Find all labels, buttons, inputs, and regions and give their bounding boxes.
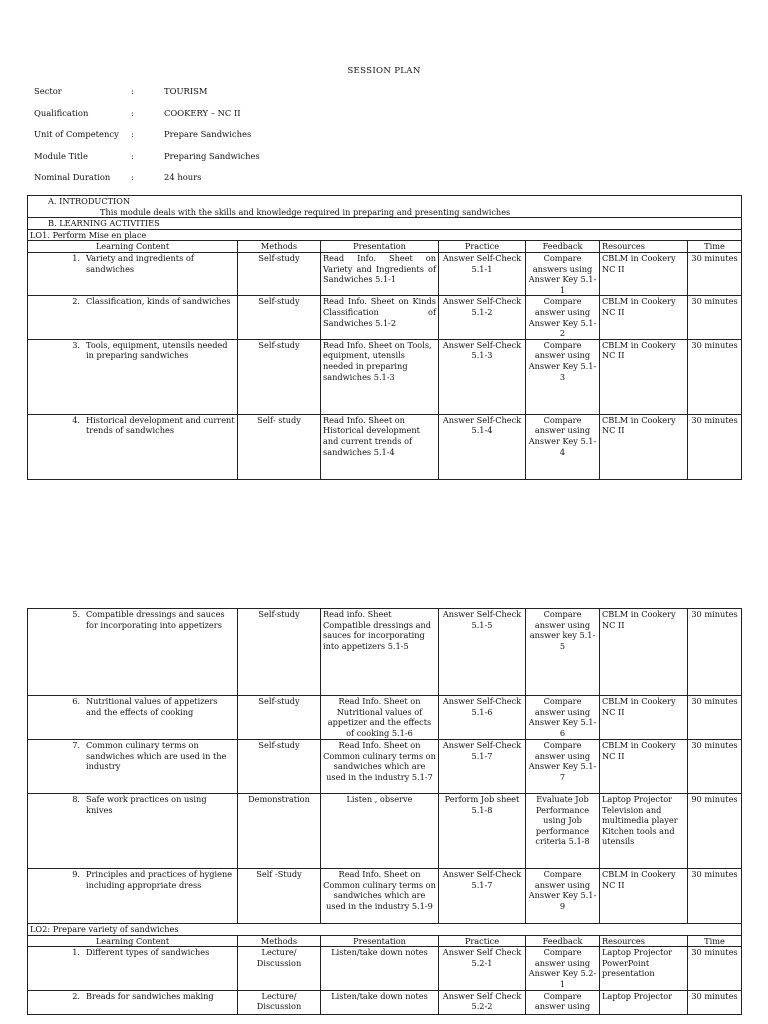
table-header-row [28, 241, 742, 253]
item-number: 9. [72, 869, 80, 879]
method-cell: Self-study [238, 296, 321, 339]
meta-row-sector [34, 86, 260, 108]
header-time: Time [688, 241, 742, 253]
header-feedback: Feedback [526, 241, 600, 253]
session-table-2 [27, 608, 742, 1015]
time-cell: 30 minutes [688, 740, 742, 794]
content-cell [28, 339, 238, 414]
time-cell: 30 minutes [688, 696, 742, 740]
method-cell: Self- study [238, 414, 321, 479]
meta-colon: : [131, 129, 134, 139]
learning-content: Tools, equipment, utensils needed in preparing sandwiches [86, 339, 228, 361]
table-row [28, 696, 742, 740]
feedback-cell: Compare answers using Answer Key 5.1-1 [526, 252, 600, 295]
content-cell [28, 696, 238, 740]
content-cell [28, 990, 238, 1014]
practice-cell: Answer Self-Check 5.1-4 [439, 414, 526, 479]
learning-content: Historical development and current trends of sandwiches [86, 414, 235, 436]
header-practice: Practice [439, 241, 526, 253]
table-row [28, 252, 742, 295]
time-cell: 30 minutes [688, 947, 742, 990]
content-cell [28, 794, 238, 869]
meta-colon: : [131, 172, 134, 182]
feedback-cell: Compare answer using [526, 990, 600, 1014]
table-row [28, 990, 742, 1014]
time-cell: 30 minutes [688, 252, 742, 295]
learning-content: Common culinary terms on sandwiches which are used in the industry [86, 740, 227, 772]
meta-value: Prepare Sandwiches [164, 129, 252, 139]
header-presentation: Presentation [321, 241, 439, 253]
presentation-cell: Read Info. Sheet on Kinds Classification of Sandwiches 5.1-2 [321, 296, 439, 339]
header-learning-content: Learning Content [28, 935, 238, 947]
item-number: 1. [72, 947, 80, 958]
method-cell: Self-study [238, 339, 321, 414]
practice-cell: Answer Self Check 5.2-1 [439, 947, 526, 990]
resources-cell: CBLM in Cookery NC II [600, 696, 688, 740]
content-cell [28, 869, 238, 924]
presentation-cell: Read Info. Sheet on Common culinary terms on sandwiches which are used in the industry 5.1-9 [321, 869, 439, 924]
table-row [28, 794, 742, 869]
content-cell [28, 252, 238, 295]
presentation-cell: Read info. Sheet Compatible dressings and sauces for incorporating into appetizers 5.1-5 [321, 609, 439, 696]
table-row [28, 740, 742, 794]
table-row [28, 414, 742, 479]
method-cell: Lecture/ Discussion [238, 947, 321, 990]
header-feedback: Feedback [526, 935, 600, 947]
resources-cell: CBLM in Cookery NC II [600, 414, 688, 479]
presentation-cell: Read Info. Sheet on Common culinary terms on sandwiches which are used in the industry 5.1-7 [321, 740, 439, 794]
practice-cell: Answer Self Check 5.2-2 [439, 990, 526, 1014]
learning-content: Nutritional values of appetizers and the effects of cooking [86, 696, 218, 717]
page-title: SESSION PLAN [347, 66, 421, 76]
table-header-row [28, 935, 742, 947]
presentation-cell: Read Info. Sheet on Variety and Ingredients of Sandwiches 5.1-1 [321, 252, 439, 295]
table-row [28, 609, 742, 696]
header-time: Time [688, 935, 742, 947]
practice-cell: Answer Self-Check 5.1-6 [439, 696, 526, 740]
method-cell: Self-study [238, 252, 321, 295]
practice-cell: Answer Self-Check 5.1-7 [439, 740, 526, 794]
practice-cell: Answer Self-Check 5.1-3 [439, 339, 526, 414]
item-number: 4. [72, 414, 80, 425]
resources-cell: Laptop Projector PowerPoint presentation [600, 947, 688, 990]
resources-cell: Laptop Projector [600, 990, 688, 1014]
item-number: 5. [72, 609, 80, 619]
time-cell: 30 minutes [688, 339, 742, 414]
learning-content: Variety and ingredients of sandwiches [86, 252, 194, 274]
content-cell [28, 947, 238, 990]
lo2-heading: LO2: Prepare variety of sandwiches [28, 924, 742, 936]
presentation-cell: Listen , observe [321, 794, 439, 869]
meta-label: Module Title [34, 150, 88, 161]
lo1-heading: LO1. Perform Mise en place [28, 229, 742, 241]
meta-value: 24 hours [164, 172, 202, 182]
feedback-cell: Compare answer using Answer Key 5.2-1 [526, 947, 600, 990]
time-cell: 30 minutes [688, 609, 742, 696]
time-cell: 30 minutes [688, 869, 742, 924]
method-cell: Demonstration [238, 794, 321, 869]
learning-content: Principles and practices of hygiene including appropriate dress [86, 869, 233, 890]
presentation-cell: Listen/take down notes [321, 990, 439, 1014]
header-methods: Methods [238, 241, 321, 253]
meta-value: COOKERY – NC II [164, 107, 241, 118]
feedback-cell: Compare answer using Answer Key 5.1-4 [526, 414, 600, 479]
session-table-1 [27, 195, 742, 480]
learning-content: Compatible dressings and sauces for incorporating into appetizers [86, 609, 225, 630]
intro-text: This module deals with the skills and knowledge required in preparing and presenting sandwiches [100, 206, 511, 217]
method-cell: Lecture/ Discussion [238, 990, 321, 1014]
resources-cell: CBLM in Cookery NC II [600, 869, 688, 924]
feedback-cell: Compare answer using Answer Key 5.1-2 [526, 296, 600, 339]
resources-cell: CBLM in Cookery NC II [600, 740, 688, 794]
presentation-cell: Read Info. Sheet on Tools, equipment, utensils needed in preparing sandwiches 5.1-3 [321, 339, 439, 414]
item-number: 2. [72, 296, 80, 307]
header-practice: Practice [439, 935, 526, 947]
meta-colon: : [131, 150, 134, 161]
content-cell [28, 296, 238, 339]
practice-cell: Answer Self-Check 5.1-5 [439, 609, 526, 696]
intro-heading: A. INTRODUCTION [48, 196, 131, 206]
resources-cell: Laptop Projector Television and multimedia player Kitchen tools and utensils [600, 794, 688, 869]
content-cell [28, 609, 238, 696]
header-methods: Methods [238, 935, 321, 947]
meta-value: Preparing Sandwiches [164, 150, 260, 161]
method-cell: Self -Study [238, 869, 321, 924]
practice-cell: Answer Self-Check 5.1-7 [439, 869, 526, 924]
method-cell: Self-study [238, 696, 321, 740]
item-number: 8. [72, 794, 80, 804]
time-cell: 90 minutes [688, 794, 742, 869]
table-row [28, 947, 742, 990]
item-number: 6. [72, 696, 80, 706]
presentation-cell: Read Info. Sheet on Historical development and current trends of sandwiches 5.1-4 [321, 414, 439, 479]
introduction-section [28, 196, 742, 218]
feedback-cell: Compare answer using Answer Key 5.1-3 [526, 339, 600, 414]
learning-activities-heading: B. LEARNING ACTIVITIES [28, 218, 742, 230]
content-cell [28, 740, 238, 794]
resources-cell: CBLM in Cookery NC II [600, 252, 688, 295]
meta-row-duration [34, 172, 260, 194]
learning-content: Different types of sandwiches [86, 947, 210, 958]
table-row [28, 296, 742, 339]
practice-cell: Answer Self-Check 5.1-2 [439, 296, 526, 339]
learning-content: Safe work practices on using knives [86, 794, 207, 815]
practice-cell: Perform Job sheet 5.1-8 [439, 794, 526, 869]
meta-label: Unit of Competency [34, 129, 119, 139]
time-cell: 30 minutes [688, 990, 742, 1014]
resources-cell: CBLM in Cookery NC II [600, 296, 688, 339]
method-cell: Self-study [238, 740, 321, 794]
presentation-cell: Listen/take down notes [321, 947, 439, 990]
meta-label: Qualification [34, 107, 89, 118]
method-cell: Self-study [238, 609, 321, 696]
meta-label: Nominal Duration [34, 172, 111, 182]
meta-value: TOURISM [164, 86, 208, 96]
meta-row-qualification [34, 108, 260, 130]
feedback-cell: Compare answer using Answer Key 5.1-9 [526, 869, 600, 924]
time-cell: 30 minutes [688, 296, 742, 339]
feedback-cell: Compare answer using Answer Key 5.1-7 [526, 740, 600, 794]
item-number: 7. [72, 740, 80, 750]
session-meta [34, 86, 260, 194]
item-number: 2. [72, 990, 80, 1001]
resources-cell: CBLM in Cookery NC II [600, 609, 688, 696]
meta-colon: : [131, 86, 134, 96]
header-resources: Resources [600, 935, 688, 947]
meta-colon: : [131, 107, 134, 118]
meta-row-competency [34, 129, 260, 151]
learning-content: Classification, kinds of sandwiches [86, 296, 231, 307]
presentation-cell: Read Info. Sheet on Nutritional values of appetizer and the effects of cooking 5.1-6 [321, 696, 439, 740]
header-presentation: Presentation [321, 935, 439, 947]
header-learning-content: Learning Content [28, 241, 238, 253]
feedback-cell: Compare answer using answer key 5.1-5 [526, 609, 600, 696]
item-number: 3. [72, 339, 80, 350]
learning-content: Breads for sandwiches making [86, 990, 214, 1001]
meta-label: Sector [34, 86, 62, 96]
header-resources: Resources [600, 241, 688, 253]
item-number: 1. [72, 252, 80, 263]
resources-cell: CBLM in Cookery NC II [600, 339, 688, 414]
table-row [28, 869, 742, 924]
practice-cell: Answer Self-Check 5.1-1 [439, 252, 526, 295]
time-cell: 30 minutes [688, 414, 742, 479]
meta-row-module [34, 151, 260, 173]
feedback-cell: Compare answer using Answer Key 5.1-6 [526, 696, 600, 740]
feedback-cell: Evaluate Job Performance using Job performance criteria 5.1-8 [526, 794, 600, 869]
table-row [28, 339, 742, 414]
content-cell [28, 414, 238, 479]
